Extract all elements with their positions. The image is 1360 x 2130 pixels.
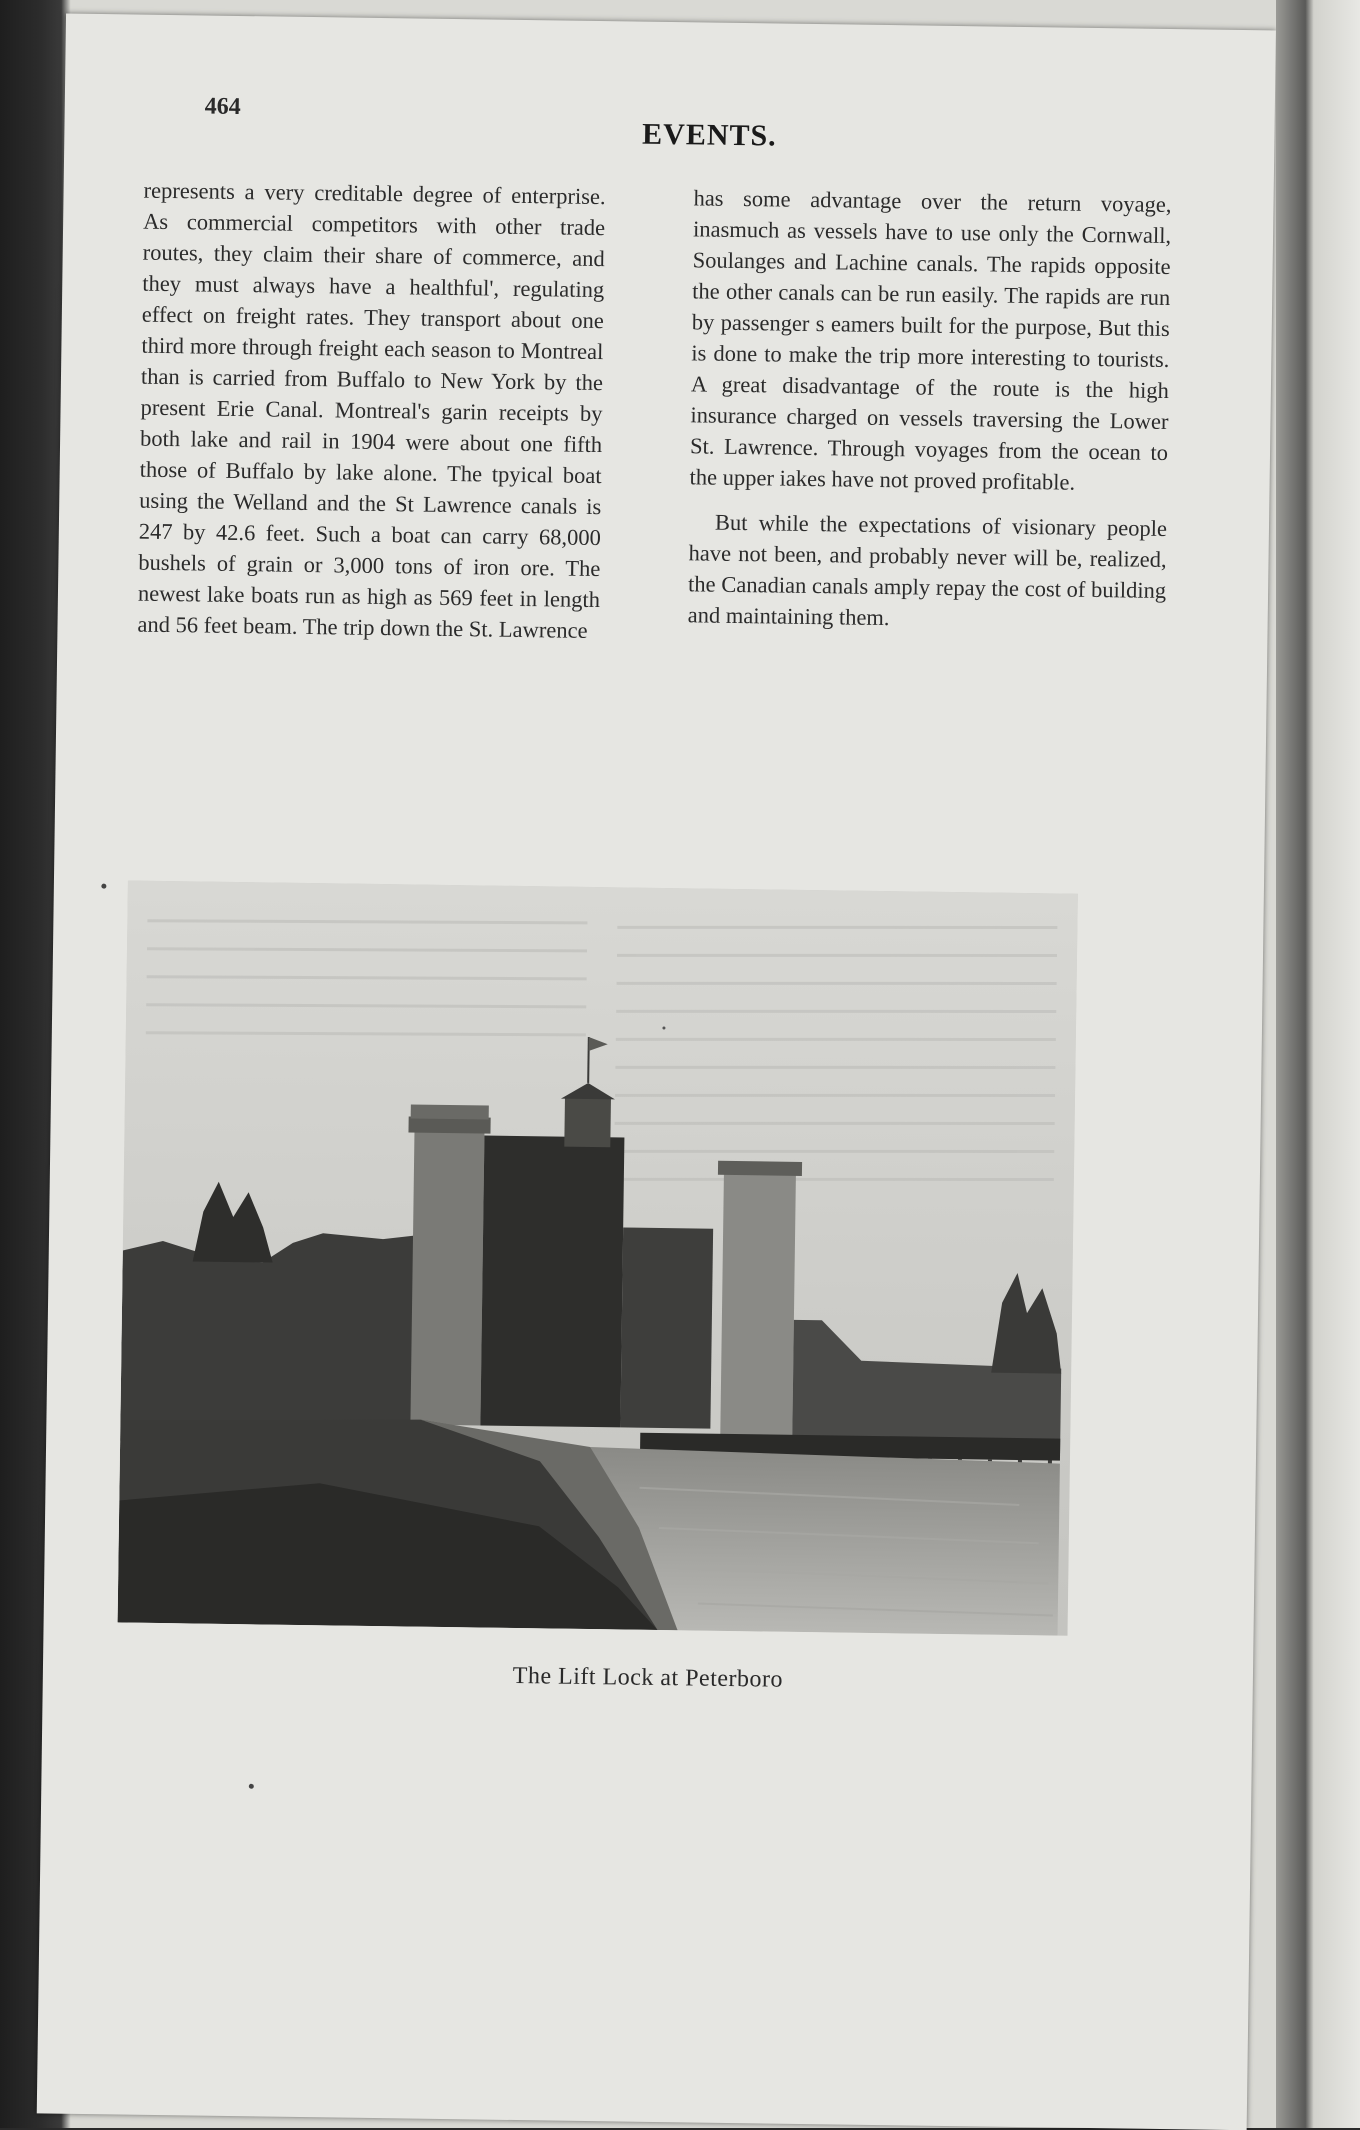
book-fore-edge [1276, 0, 1360, 2128]
paragraph: has some advantage over the return voyage, inasmuch as vessels have to use only the Cornwall, Soulanges and Lachine canals. The rapids opposite the other canals can be run easily. The rapids are run by passenger s eamers built for the purpose, But this is done to make the trip more interesting to tourists. A great disadvantage of the route is the high insurance charged on vessels traversing the Lower St. Lawrence. Through voyages from the ocean to the upper iakes have not proved profitable. [689, 185, 1172, 495]
figure-caption: The Lift Lock at Peterboro [512, 1662, 784, 1693]
lift-lock-photograph [118, 881, 1078, 1636]
text-column-right [687, 182, 1171, 651]
paragraph: But while the expectations of visionary people have not been, and probably never will be, realized, the Canadian canals amply repay the cost of building and maintaining them. [687, 509, 1168, 631]
page-number: 464 [204, 93, 241, 121]
paragraph: represents a very creditable degree of enterprise. As commercial competitors with other trade routes, they claim their share of commerce, and they must always have a healthful', regulating effect on freight rates. They transport about one third more through freight each season to Montreal than is carried from Buffalo to New York by the present Erie Canal. Montreal's garin receipts by both lake and rail in 1904 were about one fifth those of Buffalo by lake alone. The tpyical boat using the Welland and the St Lawrence canals is 247 by 42.6 feet. Such a boat can carry 68,000 bushels of grain or 3,000 tons of iron ore. The newest lake boats run as high as 569 feet in length and 56 feet beam. The trip down the St. Lawrence [137, 177, 606, 643]
photo-illustration [118, 881, 1078, 1636]
book-page [37, 14, 1276, 2130]
running-head: EVENTS. [641, 117, 777, 153]
text-column-left [137, 175, 606, 660]
